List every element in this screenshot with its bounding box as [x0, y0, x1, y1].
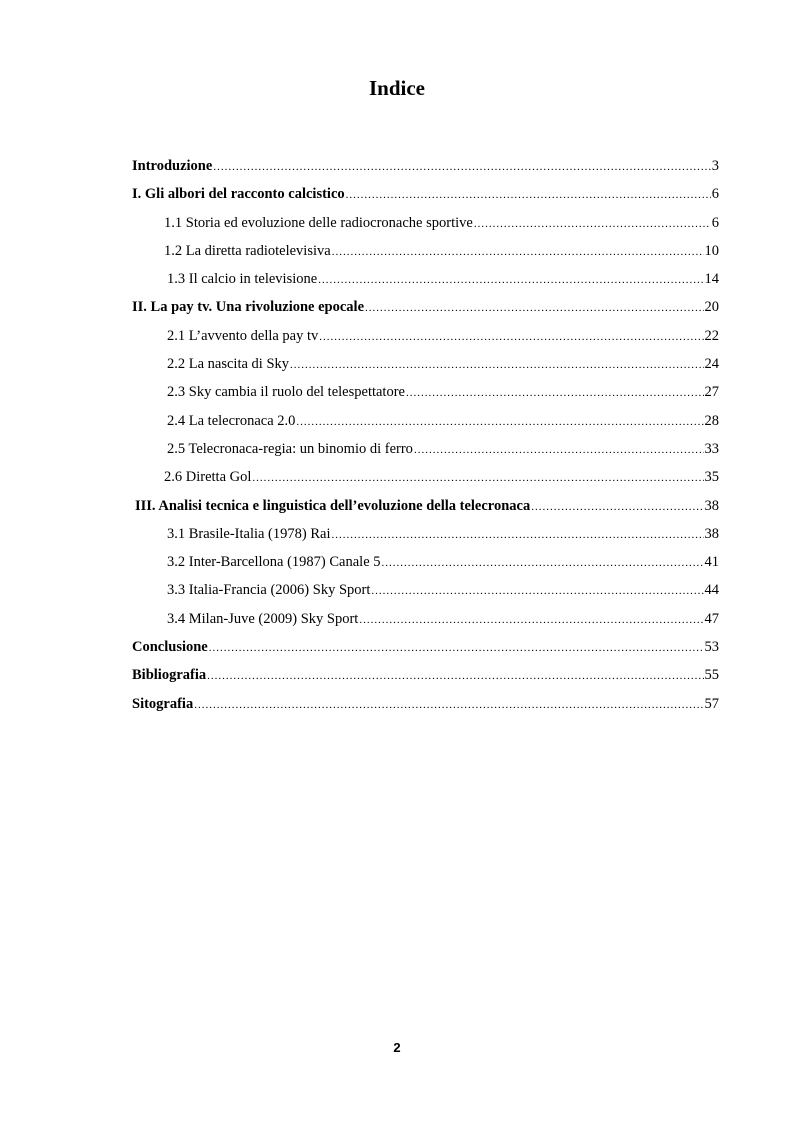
toc-entry-section-2-2[interactable] [132, 353, 719, 381]
dot-leader [318, 269, 703, 291]
toc-entry-page: 6 [711, 214, 719, 231]
toc-entry-label: 1.2 La diretta radiotelevisiva [164, 242, 331, 259]
toc-entry-section-3-4[interactable] [132, 608, 719, 636]
toc-entry-page: 6 [711, 186, 719, 203]
toc-entry-page: 35 [704, 469, 719, 486]
dot-leader [474, 213, 711, 235]
toc-entry-page: 22 [704, 327, 719, 344]
toc-entry-section-2-5[interactable] [132, 438, 719, 466]
dot-leader [414, 439, 704, 461]
toc-entry-section-2-3[interactable] [132, 381, 719, 409]
toc-entry-chapter-3[interactable] [132, 495, 719, 523]
dot-leader [359, 609, 703, 631]
toc-entry-page: 44 [704, 582, 719, 599]
toc-entry-chapter-1[interactable] [132, 183, 719, 211]
toc-entry-section-3-3[interactable] [132, 579, 719, 607]
dot-leader [296, 411, 703, 433]
dot-leader [209, 637, 704, 659]
dot-leader [332, 241, 704, 263]
toc-entry-label: 2.3 Sky cambia il ruolo del telespettatore [167, 384, 405, 401]
dot-leader [382, 552, 704, 574]
toc-entry-label: Conclusione [132, 639, 208, 656]
page-title: Indice [368, 76, 425, 100]
table-of-contents [132, 155, 719, 721]
toc-entry-page: 53 [704, 639, 719, 656]
dot-leader [319, 326, 703, 348]
toc-entry-label: Bibliografia [132, 667, 207, 684]
toc-entry-section-3-1[interactable] [132, 523, 719, 551]
toc-entry-label: 3.2 Inter-Barcellona (1987) Canale 5 [167, 554, 381, 571]
page-number: 2 [393, 1040, 401, 1055]
toc-entry-page: 24 [704, 356, 719, 373]
toc-entry-section-1-3[interactable] [132, 268, 719, 296]
toc-entry-page: 27 [704, 384, 719, 401]
toc-entry-label: 2.6 Diretta Gol [164, 469, 252, 486]
dot-leader [194, 694, 703, 716]
toc-entry-page: 14 [704, 271, 719, 288]
toc-entry-page: 3 [711, 158, 719, 174]
dot-leader [207, 665, 703, 687]
toc-entry-page: 55 [704, 667, 719, 684]
toc-entry-section-2-4[interactable] [132, 410, 719, 438]
toc-entry-page: 20 [704, 299, 719, 316]
toc-entry-label: 2.1 L’avvento della pay tv [167, 327, 319, 344]
toc-entry-section-3-2[interactable] [132, 551, 719, 579]
dot-leader [290, 354, 703, 376]
toc-entry-label: II. La pay tv. Una rivoluzione epocale [132, 299, 365, 316]
dot-leader [331, 524, 703, 546]
toc-entry-page: 47 [704, 610, 719, 627]
toc-entry-section-2-1[interactable] [132, 325, 719, 353]
toc-entry-page: 38 [704, 525, 719, 542]
toc-entry-section-1-2[interactable] [132, 240, 719, 268]
toc-entry-label: I. Gli albori del racconto calcistico [132, 186, 345, 203]
toc-entry-section-2-6[interactable] [132, 466, 719, 494]
toc-entry-page: 10 [704, 242, 719, 259]
dot-leader [406, 382, 704, 404]
toc-entry-section-1-1[interactable] [132, 212, 719, 240]
dot-leader [213, 156, 710, 178]
toc-entry-label: 3.1 Brasile-Italia (1978) Rai [167, 525, 331, 542]
toc-entry-conclusione[interactable] [132, 636, 719, 664]
dot-leader [252, 467, 703, 489]
toc-entry-sitografia[interactable] [132, 693, 719, 721]
toc-entry-label: III. Analisi tecnica e linguistica dell’evoluzione della telecronaca [135, 497, 531, 514]
dot-leader [365, 297, 703, 319]
toc-entry-label: 1.1 Storia ed evoluzione delle radiocronache sportive [164, 214, 473, 231]
toc-entry-label: 2.5 Telecronaca-regia: un binomio di ferro [167, 440, 413, 457]
toc-entry-page: 28 [704, 412, 719, 429]
toc-entry-chapter-2[interactable] [132, 296, 719, 324]
toc-entry-page: 33 [704, 440, 719, 457]
toc-entry-label: Sitografia [132, 695, 194, 712]
toc-entry-label: 3.4 Milan-Juve (2009) Sky Sport [167, 610, 359, 627]
toc-entry-page: 41 [704, 554, 719, 571]
toc-entry-page: 57 [704, 695, 719, 712]
toc-entry-label: 2.2 La nascita di Sky [167, 356, 290, 373]
dot-leader [346, 184, 711, 206]
toc-entry-label: 1.3 Il calcio in televisione [167, 271, 318, 288]
toc-entry-bibliografia[interactable] [132, 664, 719, 692]
toc-entry-label: 2.4 La telecronaca 2.0 [167, 412, 296, 429]
toc-entry-label: Introduzione [132, 158, 213, 174]
toc-entry-page: 38 [704, 497, 719, 514]
dot-leader [531, 496, 703, 518]
dot-leader [371, 580, 703, 602]
toc-entry-label: 3.3 Italia-Francia (2006) Sky Sport [167, 582, 371, 599]
toc-entry-introduzione[interactable] [132, 155, 719, 183]
